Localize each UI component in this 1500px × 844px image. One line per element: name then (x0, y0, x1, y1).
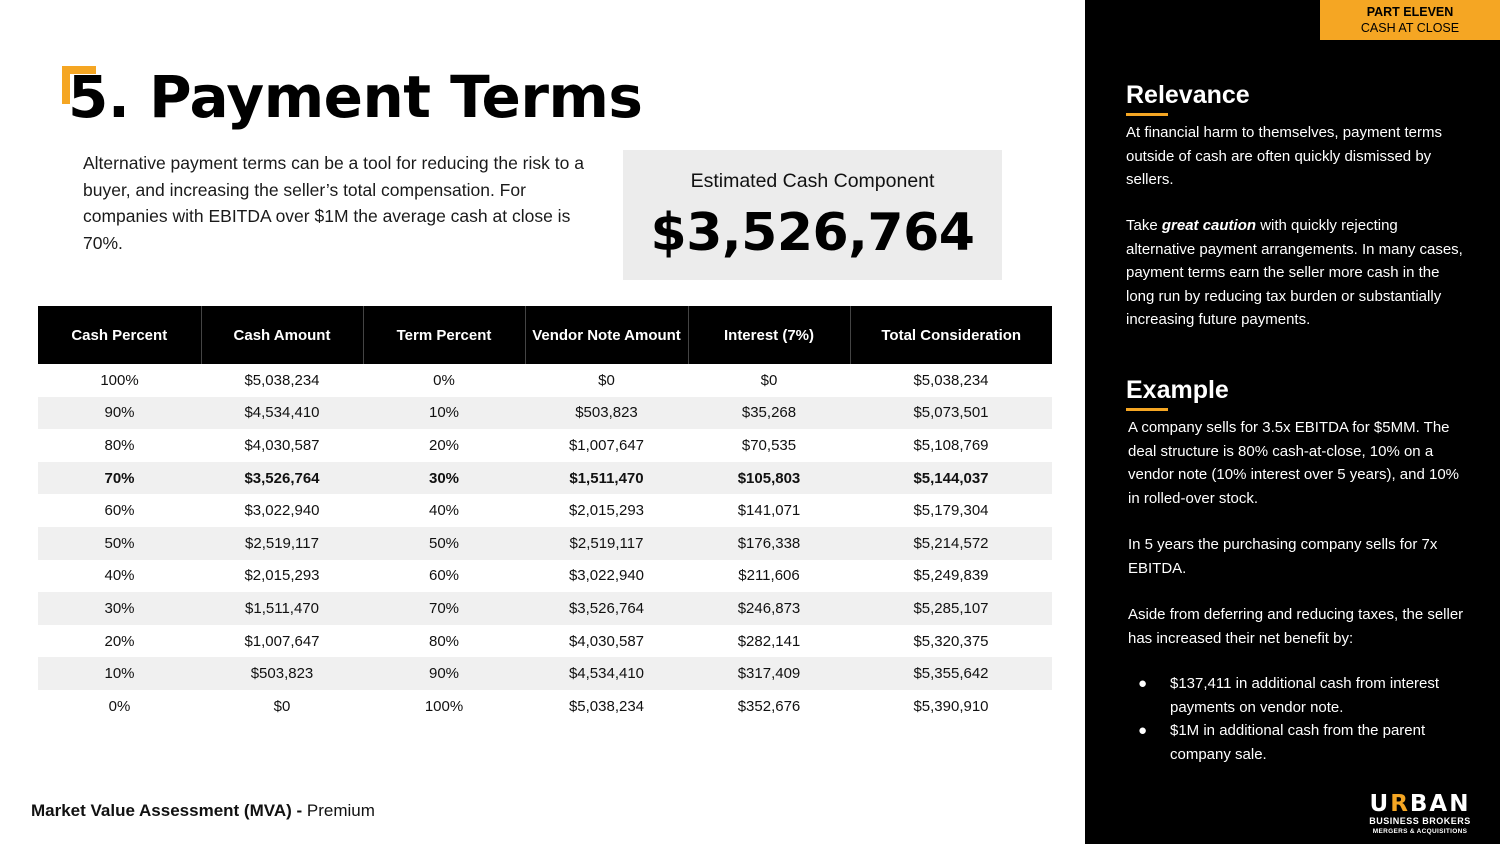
table-cell: $5,285,107 (850, 592, 1052, 625)
table-cell: 70% (363, 592, 525, 625)
table-cell: $5,038,234 (568, 697, 645, 715)
table-cell: 80% (104, 436, 135, 454)
table-row (38, 397, 1052, 430)
estimated-cash-box (623, 150, 1002, 280)
table-cell: 10% (363, 397, 525, 430)
logo-wordmark (1365, 792, 1475, 816)
table-cell: 90% (363, 657, 525, 690)
table-cell: 100% (424, 697, 464, 715)
table-cell: 0% (108, 697, 131, 715)
header-term-percent: Term Percent (363, 306, 525, 364)
bullet-dot-icon: ● (1138, 722, 1148, 739)
table-cell: $5,073,501 (850, 397, 1052, 430)
section-tag (1320, 0, 1500, 40)
table-cell: $352,676 (737, 697, 801, 715)
bullet-text: $137,411 in additional cash from interest payments on vendor note. (1170, 675, 1440, 716)
table-cell: $5,249,839 (913, 567, 989, 585)
table-row (38, 625, 1052, 658)
table-cell: $5,355,642 (850, 657, 1052, 690)
table-cell: 30% (38, 592, 201, 625)
table-row (38, 527, 1052, 560)
table-cell: 50% (363, 527, 525, 560)
table-cell: 90% (38, 397, 201, 430)
header-total-consideration: Total Consideration (850, 306, 1052, 364)
page-title: 5. Payment Terms (68, 63, 643, 131)
relevance-p2-after: with quickly rejecting alternative payment arrangements. In many cases, payment terms earn the seller more cash in the long run by reducing tax burden or substantially increasing future payments. (1126, 217, 1463, 328)
table-cell: $2,519,117 (525, 527, 688, 560)
example-paragraph-2: In 5 years the purchasing company sells for 7x EBITDA. (1128, 536, 1438, 577)
table-cell: $503,823 (525, 397, 688, 430)
header-cash-amount: Cash Amount (201, 306, 363, 364)
table-cell: $2,015,293 (568, 502, 645, 520)
table-row (38, 690, 1052, 723)
table-cell: $5,038,234 (244, 371, 320, 389)
table-cell: $5,214,572 (850, 527, 1052, 560)
table-cell: 80% (428, 632, 460, 650)
table-cell: $317,409 (688, 657, 850, 690)
table-cell: $503,823 (201, 657, 363, 690)
table-cell: $5,320,375 (913, 632, 989, 650)
table-row (38, 592, 1052, 625)
table-row (38, 364, 1052, 397)
table-cell: $35,268 (688, 397, 850, 430)
table-cell: $5,144,037 (850, 462, 1052, 495)
list-item (1128, 719, 1468, 766)
example-bullet-list (1128, 672, 1468, 766)
table-cell: $105,803 (688, 462, 850, 495)
table-cell: $3,022,940 (568, 567, 645, 585)
section-tag-name: CASH AT CLOSE (1360, 21, 1460, 35)
example-underline (1126, 408, 1168, 411)
example-paragraph-1: A company sells for 3.5x EBITDA for $5MM. The deal structure is 80% cash-at-close, 10% on a vendor note (10% interest over 5 years), and 10% in rolled-over stock. (1128, 419, 1460, 507)
table-cell: $4,534,410 (525, 657, 688, 690)
table-cell: 100% (100, 371, 139, 389)
table-cell: $1,007,647 (244, 632, 320, 650)
table-cell: $211,606 (738, 567, 800, 585)
table-cell: 70% (38, 462, 201, 495)
table-row (38, 429, 1052, 462)
table-cell: $3,022,940 (244, 502, 320, 520)
table-cell: $5,390,910 (913, 697, 989, 715)
table-header-row (38, 306, 1052, 364)
table-cell: $176,338 (688, 527, 850, 560)
table-cell: $2,015,293 (244, 567, 320, 585)
list-item (1128, 672, 1468, 719)
relevance-heading: Relevance (1126, 81, 1250, 109)
brand-logo (1365, 792, 1475, 836)
table-cell: 50% (38, 527, 201, 560)
relevance-p2-before: Take (1126, 217, 1162, 234)
table-cell: 40% (104, 567, 135, 585)
table-cell: 0% (433, 371, 455, 389)
sidebar (1085, 0, 1500, 844)
logo-subtitle: BUSINESS BROKERS (1369, 816, 1471, 826)
table-row-highlighted (38, 462, 1052, 495)
logo-letter-r: R (1390, 791, 1410, 817)
table-row (38, 494, 1052, 527)
header-cash-percent: Cash Percent (38, 306, 201, 364)
table-cell: $282,141 (737, 632, 801, 650)
header-vendor-note-amount: Vendor Note Amount (525, 306, 688, 364)
table-cell: 40% (428, 502, 460, 520)
table-cell: $4,534,410 (201, 397, 363, 430)
table-cell: 20% (428, 436, 460, 454)
table-cell: $70,535 (741, 436, 797, 454)
bullet-dot-icon: ● (1138, 675, 1148, 692)
logo-letter-u: U (1369, 791, 1391, 817)
relevance-paragraph-1: At financial harm to themselves, payment terms outside of cash are often quickly dismissed by sellers. (1126, 124, 1442, 188)
table-cell: $3,526,764 (201, 462, 363, 495)
table-cell: $4,030,587 (244, 436, 320, 454)
table-cell: $5,179,304 (913, 502, 989, 520)
bullet-text: $1M in additional cash from the parent company sale. (1170, 722, 1426, 763)
table-cell: $0 (598, 371, 615, 389)
relevance-underline (1126, 113, 1168, 116)
table-cell: 30% (363, 462, 525, 495)
example-paragraph-3: Aside from deferring and reducing taxes, the seller has increased their net benefit by: (1128, 606, 1464, 647)
intro-paragraph: Alternative payment terms can be a tool for reducing the risk to a buyer, and increasing the seller’s total compensation. For companies with EBITDA over $1M the average cash at close is 70%. (83, 153, 584, 253)
table-cell: $5,038,234 (913, 371, 989, 389)
header-interest: Interest (7%) (688, 306, 850, 364)
table-cell: $5,108,769 (913, 436, 989, 454)
table-cell: $141,071 (737, 502, 801, 520)
footer-tier: Premium (302, 801, 375, 820)
cash-box-value: $3,526,764 (650, 203, 975, 263)
table-cell: 60% (104, 502, 135, 520)
table-cell: 10% (38, 657, 201, 690)
table-cell: $0 (760, 371, 778, 389)
payment-terms-table (38, 306, 1052, 723)
table-cell: 20% (104, 632, 135, 650)
table-cell: $3,526,764 (525, 592, 688, 625)
table-cell: $1,511,470 (525, 462, 688, 495)
table-cell: $2,519,117 (201, 527, 363, 560)
logo-letters-ban: BAN (1409, 791, 1471, 817)
table-cell: $4,030,587 (568, 632, 645, 650)
table-cell: 60% (428, 567, 460, 585)
logo-tagline: MERGERS & ACQUISITIONS (1372, 828, 1468, 835)
table-row (38, 657, 1052, 690)
footer-title: Market Value Assessment (MVA) - (31, 801, 303, 820)
table-row (38, 560, 1052, 593)
table-cell: $1,511,470 (201, 592, 363, 625)
cash-box-label: Estimated Cash Component (690, 170, 935, 192)
table-cell: $1,007,647 (568, 436, 645, 454)
table-cell: $0 (273, 697, 291, 715)
example-heading: Example (1126, 376, 1229, 404)
table-cell: $246,873 (688, 592, 850, 625)
relevance-paragraph-2 (1126, 214, 1466, 332)
footer (31, 801, 375, 821)
section-tag-part: PART ELEVEN (1366, 5, 1454, 19)
relevance-p2-emphasis: great caution (1161, 217, 1257, 234)
